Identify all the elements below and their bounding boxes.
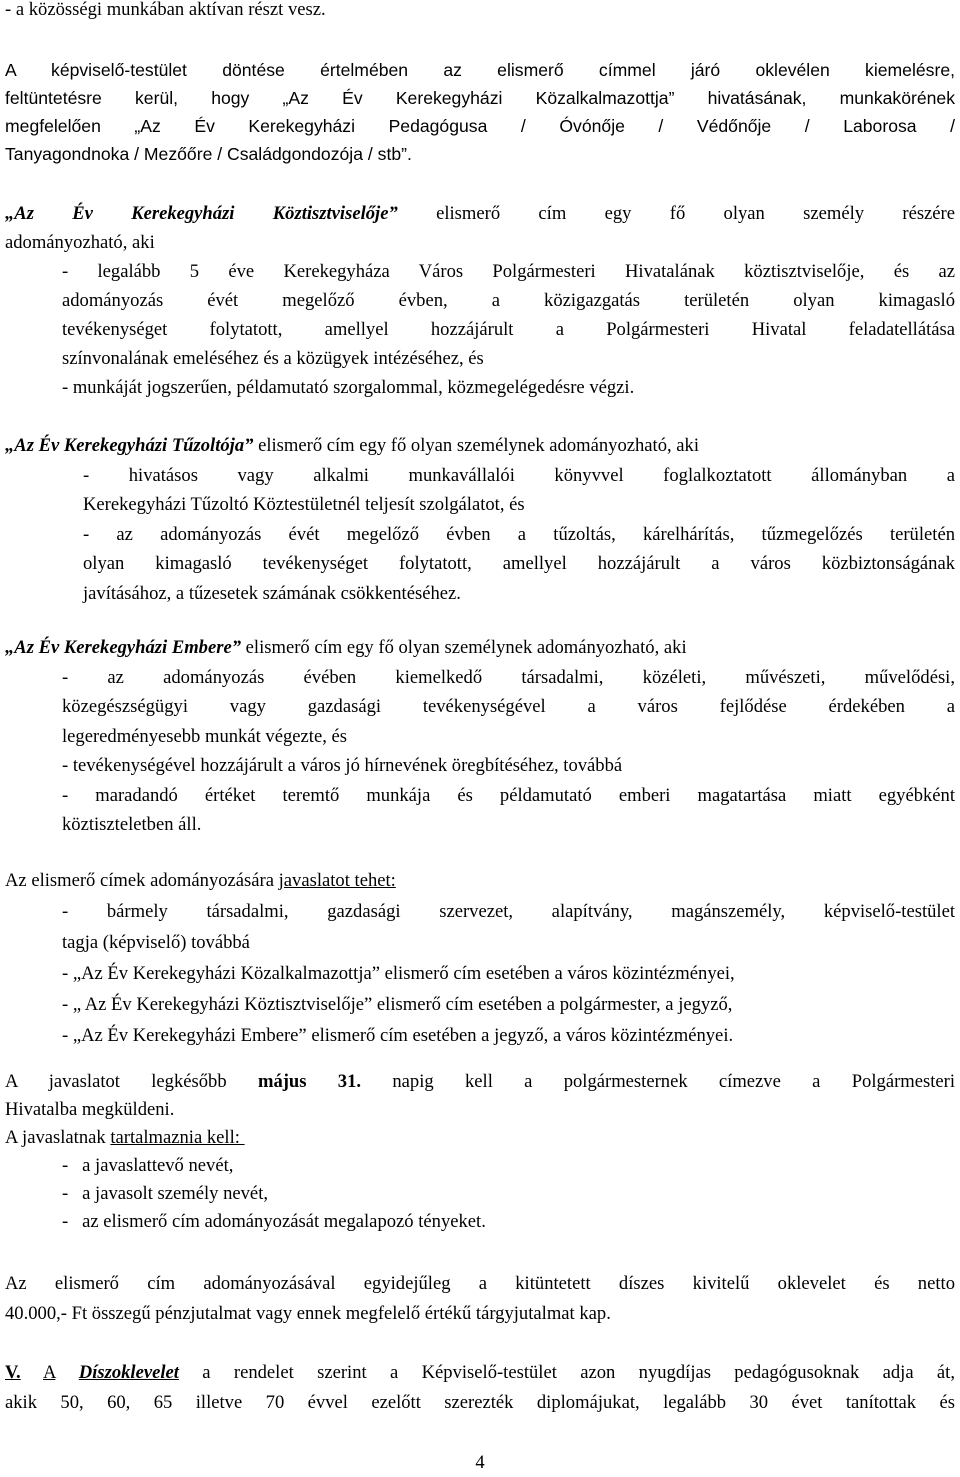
section-nominators	[5, 865, 955, 1051]
section-diploma	[5, 1358, 955, 1418]
section-intro	[5, 431, 955, 461]
criteria-line: - legalább 5 éve Kerekegyháza Város Polgármesteri Hivatalának köztisztviselője, és az	[62, 261, 955, 282]
content-intro-text: A javaslatnak	[5, 1127, 111, 1148]
diploma-line	[5, 1358, 955, 1388]
criteria-line: - az adományozás évében kiemelkedő társadalmi, közéleti, művészeti, művelődési,	[62, 666, 955, 688]
criteria-line: - tevékenységével hozzájárult a város jó hírnevének öregbítéséhez, továbbá	[62, 755, 623, 776]
criteria-line: közegészségügyi vagy gazdasági tevékenységével a város fejlődése érdekében a	[62, 696, 955, 717]
section-intro-text: elismerő cím egy fő olyan személynek adományozható, aki	[253, 435, 700, 456]
criteria-line: olyan kimagasló tevékenységet folytatott, amellyel hozzájárult a város közbiztonságának	[83, 553, 955, 574]
content-item: - az elismerő cím adományozását megalapozó tényeket.	[62, 1211, 486, 1232]
paragraph-public-employee	[5, 56, 955, 168]
criteria-line: - maradandó értéket teremtő munkája és példamutató emberi magatartása miatt egyébként	[62, 784, 955, 806]
section-intro-text: elismerő cím egy fő olyan személynek adományozható, aki	[241, 637, 687, 658]
section-intro	[5, 199, 955, 228]
section-intro-text: Az elismerő címek adományozására	[5, 870, 279, 891]
section-intro-text: elismerő cím egy fő olyan személy részére	[436, 203, 956, 224]
nominator-line: - bármely társadalmi, gazdasági szervezet, alapítvány, magánszemély, képviselő-testület	[62, 901, 955, 922]
deadline-text: napig kell a polgármesternek címezve a Polgármesteri	[361, 1071, 955, 1092]
criteria-line: Kerekegyházi Tűzoltó Köztestületnél teljesít szolgálatot, és	[83, 494, 525, 515]
section-civil-servant	[5, 199, 955, 402]
section-number: V.	[5, 1362, 21, 1383]
nominator-line: - „ Az Év Kerekegyházi Köztisztviselője” elismerő cím esetében a polgármester, a jegyző,	[62, 994, 733, 1015]
diploma-text: a rendelet szerint a Képviselő-testület azon nyugdíjas pedagógusoknak adja át,	[178, 1362, 955, 1383]
page-number: 4	[475, 1452, 485, 1473]
criteria-line: - munkáját jogszerűen, példamutató szorgalommal, közmegelégedésre végzi.	[62, 377, 635, 398]
section-firefighter	[5, 431, 955, 608]
reward-line: 40.000,- Ft összegű pénzjutalmat vagy ennek megfelelő értékű tárgyjutalmat kap.	[5, 1303, 611, 1324]
text-line: Tanyagondnoka / Mezőőre / Családgondozója / stb”.	[5, 144, 412, 164]
content-intro	[5, 1124, 955, 1152]
section-reward	[5, 1269, 955, 1329]
section-citizen	[5, 633, 955, 840]
deadline-line2: Hivatalba megküldeni.	[5, 1099, 175, 1120]
section-intro-line2: adományozható, aki	[5, 232, 155, 253]
award-title: „Az Év Kerekegyházi Embere”	[5, 637, 242, 658]
deadline-line	[5, 1068, 955, 1096]
section-intro	[5, 865, 955, 896]
underlined-phrase: tartalmaznia kell:	[110, 1127, 245, 1148]
award-title: „Az Év Kerekegyházi Köztisztviselője”	[5, 203, 398, 224]
top-line: - a közösségi munkában aktívan részt vesz.	[5, 0, 326, 20]
diploma-title: Díszoklevelet	[78, 1362, 179, 1383]
text-line: megfelelően „Az Év Kerekegyházi Pedagógusa / Óvónője / Védőnője / Laborosa /	[5, 116, 955, 136]
nominator-line: - „Az Év Kerekegyházi Embere” elismerő cím esetében a jegyző, a város közintézményei.	[62, 1025, 734, 1046]
diploma-line: akik 50, 60, 65 illetve 70 évvel ezelőtt szerezték diplomájukat, legalább 30 évet tanítottak és	[5, 1392, 955, 1413]
article: A	[43, 1362, 56, 1383]
criteria-line: - hivatásos vagy alkalmi munkavállalói könyvvel foglalkoztatott állományban a	[83, 464, 955, 486]
criteria-line: színvonalának emeléséhez és a közügyek intézéséhez, és	[62, 348, 484, 369]
content-item: - a javaslattevő nevét,	[62, 1155, 234, 1176]
criteria-line: - az adományozás évét megelőző évben a tűzoltás, kárelhárítás, tűzmegelőzés területén	[83, 523, 955, 545]
section-intro	[5, 633, 955, 663]
criteria-line: javításához, a tűzesetek számának csökkentéséhez.	[83, 582, 461, 604]
criteria-line: tevékenységet folytatott, amellyel hozzájárult a Polgármesteri Hivatal feladatellátása	[62, 319, 955, 340]
criteria-line: legeredményesebb munkát végezte, és	[62, 725, 347, 747]
nominator-line: tagja (képviselő) továbbá	[62, 932, 250, 953]
criteria-line: adományozás évét megelőző évben, a közigazgatás területén olyan kimagasló	[62, 290, 955, 311]
underlined-phrase: javaslatot tehet:	[278, 870, 396, 891]
content-item: - a javasolt személy nevét,	[62, 1183, 269, 1204]
text-line: feltüntetésre kerül, hogy „Az Év Kerekegyházi Közalkalmazottja” hivatásának, munkakörének	[5, 88, 955, 108]
award-title: „Az Év Kerekegyházi Tűzoltója”	[5, 435, 254, 456]
reward-line: Az elismerő cím adományozásával egyidejűleg a kitüntetett díszes kivitelű oklevelet és netto	[5, 1273, 955, 1294]
nominator-line: - „Az Év Kerekegyházi Közalkalmazottja” elismerő cím esetében a város közintézményei,	[62, 963, 735, 984]
criteria-line: köztiszteletben áll.	[62, 814, 202, 835]
deadline-date: május 31.	[257, 1071, 362, 1092]
section-deadline	[5, 1068, 955, 1236]
deadline-text: A javaslatot legkésőbb	[5, 1071, 258, 1092]
text-line: A képviselő-testület döntése értelmében az elismerő címmel járó oklevélen kiemelésre,	[5, 60, 955, 80]
